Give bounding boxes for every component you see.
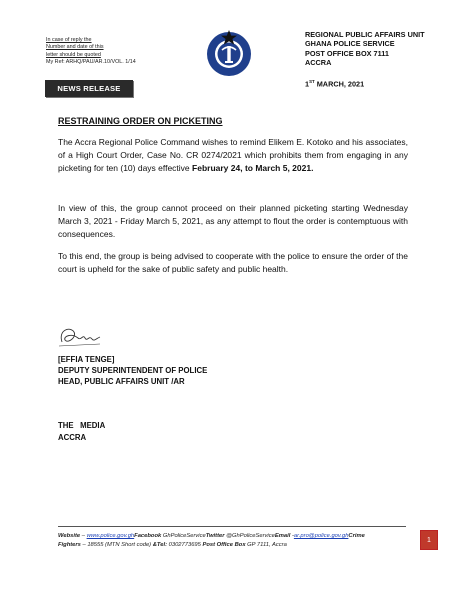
email-sep: - bbox=[290, 533, 294, 539]
tel-label: &Tel: bbox=[152, 542, 168, 548]
email-label: Email bbox=[274, 533, 291, 539]
pobox-label: Post Office Box bbox=[202, 542, 246, 548]
reply-note-line-2: Number and date of this bbox=[46, 44, 104, 51]
ghana-police-crest-icon bbox=[204, 28, 254, 78]
crime-hotline: – 18555 (MTN Short code) bbox=[80, 542, 153, 548]
news-release-badge: NEWS RELEASE bbox=[45, 80, 133, 97]
tel-number: 0302773695 bbox=[167, 542, 203, 548]
signatory-position: HEAD, PUBLIC AFFAIRS UNIT /AR bbox=[58, 377, 185, 386]
paragraph-3: To this end, the group is being advised to cooperate with the police to ensure the order of the court is upheld for the sake of public safety and public health. bbox=[58, 251, 408, 274]
footer-contacts bbox=[58, 532, 413, 550]
recipient-block bbox=[58, 420, 105, 444]
reply-note-line-1: In case of reply the bbox=[46, 37, 92, 43]
paragraph-1 bbox=[58, 136, 408, 175]
crime-label-2: Fighters bbox=[58, 542, 81, 548]
page-number: 1 bbox=[420, 530, 438, 550]
paragraph-1-dates: February 24, to March 5, 2021. bbox=[192, 162, 314, 173]
date-day: 1 bbox=[305, 79, 310, 89]
website-sep: – bbox=[80, 533, 87, 539]
recipient-line: THE MEDIA bbox=[58, 421, 106, 430]
address-line: POST OFFICE BOX 7111 bbox=[305, 48, 389, 58]
twitter-handle: @GhPoliceService bbox=[224, 533, 275, 539]
signatory-name: [EFFIA TENGE] bbox=[58, 355, 115, 364]
handwritten-signature bbox=[56, 322, 104, 354]
address-line: GHANA POLICE SERVICE bbox=[305, 39, 395, 49]
pobox-value: GP 7111, Accra bbox=[245, 542, 287, 548]
twitter-label: Twitter bbox=[205, 533, 225, 539]
document-title: RESTRAINING ORDER ON PICKETING bbox=[58, 116, 223, 126]
signatory-rank: DEPUTY SUPERINTENDENT OF POLICE bbox=[58, 366, 208, 375]
website-link[interactable]: www.police.gov.gh bbox=[86, 533, 135, 539]
signatory-block bbox=[58, 354, 207, 387]
date-suffix: ST bbox=[309, 79, 315, 84]
reply-note-line-3: letter should be quoted bbox=[46, 51, 101, 58]
footer-divider bbox=[58, 526, 406, 527]
email-link[interactable]: ar.pro@police.gov.gh bbox=[293, 533, 349, 539]
reference-block bbox=[46, 37, 136, 67]
date-rest: MARCH, 2021 bbox=[314, 79, 365, 89]
address-line: REGIONAL PUBLIC AFFAIRS UNIT bbox=[305, 30, 425, 39]
paragraph-1-text: The Accra Regional Police Command wishes to remind Elikem E. Kotoko and his associates, of a High Court Order, Case No. CR 0274/2021 which prohibits them from engaging in any picketing for ten (10) days effective bbox=[58, 137, 408, 173]
office-address bbox=[305, 30, 425, 68]
facebook-label: Facebook bbox=[134, 533, 162, 539]
address-line: ACCRA bbox=[305, 58, 332, 68]
crime-label: Crime bbox=[348, 533, 365, 539]
facebook-handle: GhPoliceService bbox=[161, 533, 206, 539]
release-date bbox=[305, 79, 364, 88]
recipient-line: ACCRA bbox=[58, 433, 87, 442]
paragraph-2: In view of this, the group cannot proceed on their planned picketing starting Wednesday March 3, 2021 - Friday March 5, 2021, as any attempt to flout the order is contemptuous with consequences. bbox=[58, 203, 408, 239]
my-ref: My Ref: ARHQ/PAU/AR.10/VOL. 1/14 bbox=[46, 59, 136, 66]
website-label: Website bbox=[58, 533, 81, 539]
